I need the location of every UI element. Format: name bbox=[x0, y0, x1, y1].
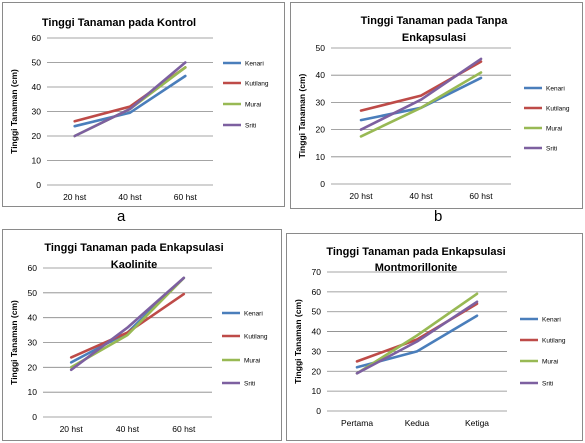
y-tick-label: 50 bbox=[315, 43, 325, 53]
y-axis-label: Tinggi Tanaman (cm) bbox=[9, 69, 19, 154]
y-axis-label: Tinggi Tanaman (cm) bbox=[9, 300, 19, 385]
y-axis-label: Tinggi Tanaman (cm) bbox=[297, 73, 307, 159]
legend-label-murai: Murai bbox=[546, 125, 563, 133]
legend-label-murai: Murai bbox=[542, 358, 559, 366]
legend-label-sriti: Sriti bbox=[542, 380, 554, 388]
chart-title: Tinggi Tanaman pada Enkapsulasi bbox=[44, 242, 224, 254]
y-tick-label: 30 bbox=[315, 97, 325, 108]
y-tick-label: 10 bbox=[27, 387, 37, 398]
y-tick-label: 60 bbox=[27, 263, 37, 273]
x-tick-label: 20 hst bbox=[63, 192, 87, 202]
legend-label-kutilang: Kutilang bbox=[245, 80, 269, 88]
x-tick-label: 40 hst bbox=[409, 191, 433, 201]
chart-panel-kontrol bbox=[2, 2, 285, 207]
chart-title: Tinggi Tanaman pada Kontrol bbox=[41, 17, 197, 29]
x-tick-label: 20 hst bbox=[59, 424, 83, 434]
y-tick-label: 40 bbox=[315, 70, 325, 81]
legend-label-kenari: Kenari bbox=[244, 310, 263, 318]
x-tick-label: 20 hst bbox=[349, 191, 373, 201]
legend-label-kutilang: Kutilang bbox=[244, 333, 268, 341]
chart-title: Montmorillonite bbox=[374, 262, 458, 274]
y-tick-label: 0 bbox=[32, 412, 37, 422]
chart-title: Enkapsulasi bbox=[401, 32, 467, 44]
y-tick-label: 20 bbox=[31, 131, 41, 141]
chart-title: Kaolinite bbox=[110, 259, 158, 271]
chart-svg-kaolinite bbox=[3, 230, 283, 442]
series-line-sriti bbox=[357, 302, 477, 374]
x-tick-label: 60 hst bbox=[172, 424, 196, 434]
y-tick-label: 40 bbox=[311, 326, 321, 337]
x-tick-label: 40 hst bbox=[118, 192, 142, 202]
y-tick-label: 10 bbox=[315, 151, 325, 162]
x-tick-label: Kedua bbox=[404, 418, 430, 428]
x-tick-label: 60 hst bbox=[173, 192, 197, 202]
y-tick-label: 70 bbox=[311, 267, 321, 277]
y-tick-label: 60 bbox=[311, 286, 321, 297]
x-tick-label: Ketiga bbox=[464, 418, 490, 428]
legend-label-kenari: Kenari bbox=[542, 316, 561, 324]
legend-label-murai: Murai bbox=[245, 101, 262, 109]
chart-panel-montmorillonite bbox=[286, 233, 583, 441]
chart-svg-montmorillonite bbox=[287, 234, 584, 442]
chart-svg-tanpa-enkapsulasi bbox=[291, 3, 584, 210]
y-tick-label: 60 bbox=[31, 33, 41, 43]
chart-panel-kaolinite bbox=[2, 229, 282, 441]
legend-label-kutilang: Kutilang bbox=[542, 337, 566, 345]
x-tick-label: 60 hst bbox=[469, 191, 493, 201]
y-tick-label: 50 bbox=[31, 57, 41, 68]
series-line-kenari bbox=[75, 76, 186, 126]
y-tick-label: 40 bbox=[27, 312, 37, 323]
y-tick-label: 0 bbox=[320, 179, 325, 189]
series-line-sriti bbox=[75, 63, 186, 137]
panel-letter-a: a bbox=[117, 208, 126, 225]
y-tick-label: 20 bbox=[311, 366, 321, 377]
legend-label-murai: Murai bbox=[244, 357, 261, 365]
chart-panel-tanpa-enkapsulasi bbox=[290, 2, 583, 209]
chart-svg-kontrol bbox=[3, 3, 286, 208]
x-tick-label: 40 hst bbox=[115, 424, 140, 434]
legend-label-kenari: Kenari bbox=[546, 85, 565, 93]
y-tick-label: 0 bbox=[316, 406, 321, 416]
legend-label-sriti: Sriti bbox=[245, 122, 257, 130]
y-tick-label: 30 bbox=[27, 337, 37, 348]
y-tick-label: 50 bbox=[27, 287, 37, 298]
y-axis-label: Tinggi Tanaman (cm) bbox=[293, 299, 303, 384]
y-tick-label: 10 bbox=[311, 386, 321, 397]
y-tick-label: 0 bbox=[36, 180, 41, 190]
y-tick-label: 20 bbox=[315, 124, 325, 135]
series-line-murai bbox=[357, 294, 477, 374]
y-tick-label: 30 bbox=[31, 106, 41, 117]
panel-letter-b: b bbox=[434, 208, 443, 225]
chart-title: Tinggi Tanaman pada Enkapsulasi bbox=[326, 246, 506, 258]
legend-label-sriti: Sriti bbox=[546, 145, 558, 153]
x-tick-label: Pertama bbox=[340, 418, 374, 428]
y-tick-label: 40 bbox=[31, 82, 41, 92]
y-tick-label: 20 bbox=[27, 362, 37, 373]
y-tick-label: 10 bbox=[31, 155, 41, 166]
legend-label-kutilang: Kutilang bbox=[546, 105, 570, 113]
series-line-murai bbox=[361, 73, 481, 137]
chart-title: Tinggi Tanaman pada Tanpa bbox=[360, 15, 508, 27]
legend-label-sriti: Sriti bbox=[244, 380, 256, 388]
y-tick-label: 30 bbox=[311, 346, 321, 357]
legend-label-kenari: Kenari bbox=[245, 60, 264, 68]
y-tick-label: 50 bbox=[311, 306, 321, 317]
series-line-sriti bbox=[71, 278, 184, 370]
series-line-kutilang bbox=[71, 294, 184, 357]
